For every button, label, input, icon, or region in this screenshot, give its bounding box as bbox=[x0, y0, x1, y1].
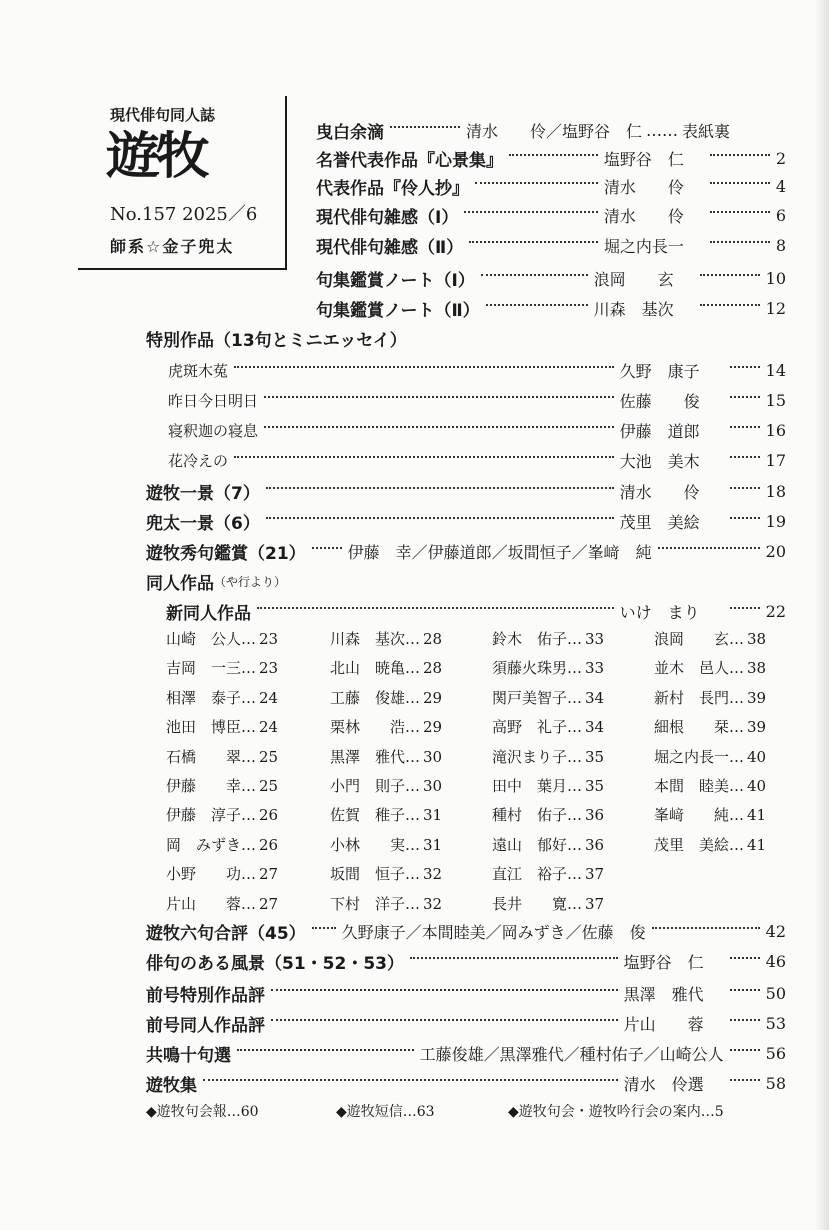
toc-entry[interactable] bbox=[146, 477, 786, 505]
member-dots: … bbox=[405, 748, 421, 766]
member-name: 川森 基次 bbox=[330, 630, 406, 648]
dot-leader bbox=[481, 274, 588, 276]
toc-entry[interactable] bbox=[146, 947, 786, 975]
member-dots: … bbox=[405, 630, 421, 648]
dot-leader bbox=[266, 487, 614, 489]
toc-author: 清水 伶選 bbox=[623, 1074, 704, 1094]
toc-title: 曳白余滴 bbox=[316, 122, 384, 143]
member-page: 25 bbox=[259, 777, 279, 795]
toc-entry[interactable] bbox=[316, 144, 786, 172]
member-page: 41 bbox=[747, 836, 767, 854]
dot-leader bbox=[730, 1049, 760, 1051]
member-entry[interactable] bbox=[492, 893, 604, 914]
toc-author: 川森 基次 bbox=[593, 299, 674, 319]
member-entry[interactable] bbox=[330, 863, 442, 884]
member-dots: … bbox=[567, 836, 583, 854]
member-page: 30 bbox=[423, 777, 443, 795]
member-entry[interactable] bbox=[330, 628, 442, 649]
masthead-title: 遊牧 bbox=[106, 126, 206, 185]
toc-title: 現代俳句雑感（Ⅱ） bbox=[316, 237, 464, 258]
member-page: 41 bbox=[747, 806, 767, 824]
toc-entry[interactable] bbox=[316, 172, 786, 200]
toc-entry[interactable] bbox=[146, 1009, 786, 1037]
member-entry[interactable] bbox=[492, 746, 604, 767]
member-page: 36 bbox=[585, 806, 605, 824]
section-heading: 同人作品 bbox=[146, 573, 214, 594]
toc-title: 遊牧集 bbox=[146, 1075, 197, 1096]
dot-leader bbox=[730, 366, 760, 368]
toc-author: 工藤俊雄／黒澤雅代／種村佑子／山崎公人 bbox=[419, 1044, 724, 1064]
member-name: 山崎 公人 bbox=[166, 630, 242, 648]
issue-number: No.157 2025／6 bbox=[110, 204, 258, 225]
member-page: 31 bbox=[423, 836, 443, 854]
toc-title: 兜太一景（6） bbox=[146, 513, 260, 534]
masthead-subtitle: 現代俳句同人誌 bbox=[110, 106, 216, 124]
dot-leader bbox=[710, 182, 770, 184]
member-entry[interactable] bbox=[330, 893, 442, 914]
member-dots: … bbox=[567, 659, 583, 677]
toc-author: 清水 伶／塩野谷 仁 bbox=[466, 121, 643, 141]
toc-page: 15 bbox=[765, 390, 786, 410]
member-entry[interactable] bbox=[654, 657, 766, 678]
member-entry[interactable] bbox=[654, 628, 766, 649]
dot-leader bbox=[658, 547, 760, 549]
member-name: 坂間 恒子 bbox=[330, 865, 406, 883]
toc-title: 共鳴十句選 bbox=[146, 1045, 231, 1066]
member-entry[interactable] bbox=[330, 716, 442, 737]
member-entry[interactable] bbox=[492, 863, 604, 884]
toc-title: 俳句のある風景（51・52・53） bbox=[146, 953, 404, 974]
member-name: 石橋 翠 bbox=[166, 748, 242, 766]
member-name: 小林 実 bbox=[330, 836, 406, 854]
dot-leader bbox=[203, 1079, 618, 1081]
masthead-horizontal-rule bbox=[78, 268, 287, 270]
dot-leader bbox=[509, 154, 598, 156]
member-entry[interactable] bbox=[492, 628, 604, 649]
toc-author: 清水 伶 bbox=[619, 482, 700, 502]
member-dots: … bbox=[405, 806, 421, 824]
toc-author: 浪岡 玄 bbox=[593, 269, 674, 289]
member-page: 30 bbox=[423, 748, 443, 766]
dot-leader bbox=[730, 456, 760, 458]
toc-author: 清水 伶 bbox=[603, 206, 684, 226]
dot-leader bbox=[730, 989, 760, 991]
member-name: 佐賀 稚子 bbox=[330, 806, 406, 824]
dot-leader bbox=[237, 1049, 414, 1051]
member-dots: … bbox=[567, 865, 583, 883]
toc-page: 10 bbox=[765, 268, 786, 288]
member-dots: … bbox=[241, 630, 257, 648]
member-dots: … bbox=[405, 865, 421, 883]
member-dots: … bbox=[567, 718, 583, 736]
dot-leader bbox=[234, 456, 614, 458]
toc-page: 表紙裏 bbox=[682, 121, 731, 141]
member-dots: … bbox=[405, 718, 421, 736]
toc-author: 伊藤 幸／伊藤道郎／坂間恒子／峯﨑 純 bbox=[347, 542, 652, 562]
toc-title: 句集鑑賞ノート（Ⅰ） bbox=[316, 270, 475, 291]
member-dots: … bbox=[241, 836, 257, 854]
member-page: 39 bbox=[747, 718, 767, 736]
dot-leader bbox=[486, 304, 588, 306]
member-page: 26 bbox=[259, 806, 279, 824]
member-dots: … bbox=[729, 659, 745, 677]
toc-author: 佐藤 俊 bbox=[619, 391, 700, 411]
masthead bbox=[78, 100, 285, 270]
member-name: 伊藤 淳子 bbox=[166, 806, 242, 824]
member-entry[interactable] bbox=[166, 834, 278, 855]
toc-entry[interactable] bbox=[146, 537, 786, 565]
member-name: 峯﨑 純 bbox=[654, 806, 730, 824]
member-page: 32 bbox=[423, 865, 443, 883]
member-dots: … bbox=[405, 777, 421, 795]
toc-title: 前号同人作品評 bbox=[146, 1015, 265, 1036]
toc-author: 塩野谷 仁 bbox=[603, 149, 684, 169]
dot-leader bbox=[710, 154, 770, 156]
member-entry[interactable] bbox=[492, 716, 604, 737]
member-page: 37 bbox=[585, 865, 605, 883]
toc-title: 名誉代表作品『心景集』 bbox=[316, 150, 503, 171]
member-page: 34 bbox=[585, 718, 605, 736]
member-entry[interactable] bbox=[166, 746, 278, 767]
toc-page: 56 bbox=[765, 1043, 786, 1063]
member-dots: … bbox=[729, 748, 745, 766]
member-name: 伊藤 幸 bbox=[166, 777, 242, 795]
member-dots: … bbox=[729, 718, 745, 736]
member-page: 24 bbox=[259, 689, 279, 707]
member-name: 浪岡 玄 bbox=[654, 630, 730, 648]
dot-leader bbox=[475, 182, 598, 184]
dot-leader bbox=[700, 304, 760, 306]
member-page: 34 bbox=[585, 689, 605, 707]
toc-entry[interactable] bbox=[146, 1069, 786, 1097]
member-name: 北山 暁亀 bbox=[330, 659, 406, 677]
toc-page: 12 bbox=[765, 298, 786, 318]
toc-page: 2 bbox=[775, 148, 786, 168]
member-name: 黒澤 雅代 bbox=[330, 748, 406, 766]
dot-leader bbox=[730, 1019, 760, 1021]
toc-entry[interactable] bbox=[316, 231, 786, 259]
member-name: 小野 功 bbox=[166, 865, 242, 883]
dot-leader bbox=[730, 426, 760, 428]
special-heading bbox=[146, 324, 407, 352]
member-entry[interactable] bbox=[166, 628, 278, 649]
members-heading bbox=[146, 567, 286, 595]
member-name: 本間 睦美 bbox=[654, 777, 730, 795]
dot-leader bbox=[410, 957, 618, 959]
member-entry[interactable] bbox=[166, 657, 278, 678]
member-entry[interactable] bbox=[492, 834, 604, 855]
dot-leader bbox=[652, 927, 760, 929]
toc-entry[interactable] bbox=[168, 416, 786, 444]
member-entry[interactable] bbox=[654, 687, 766, 708]
member-page: 28 bbox=[423, 659, 443, 677]
member-page: 29 bbox=[423, 718, 443, 736]
toc-page: 58 bbox=[765, 1073, 786, 1093]
dot-leader bbox=[464, 211, 597, 213]
member-dots: … bbox=[567, 895, 583, 913]
dot-leader bbox=[730, 517, 760, 519]
member-name: 高野 礼子 bbox=[492, 718, 568, 736]
toc-entry[interactable] bbox=[316, 201, 786, 229]
member-name: 鈴木 佑子 bbox=[492, 630, 568, 648]
toc-page: 6 bbox=[775, 205, 786, 225]
dot-leader bbox=[312, 547, 342, 549]
member-dots: … bbox=[567, 748, 583, 766]
toc-entry[interactable] bbox=[168, 356, 786, 384]
member-page: 36 bbox=[585, 836, 605, 854]
member-page: 35 bbox=[585, 777, 605, 795]
member-name: 茂里 美絵 bbox=[654, 836, 730, 854]
toc-author: 大池 美木 bbox=[619, 451, 700, 471]
toc-author: 茂里 美絵 bbox=[619, 512, 700, 532]
dot-leader bbox=[710, 211, 770, 213]
member-entry[interactable] bbox=[330, 746, 442, 767]
toc-page: 18 bbox=[765, 481, 786, 501]
toc-page: 53 bbox=[765, 1013, 786, 1033]
member-name: 下村 洋子 bbox=[330, 895, 406, 913]
member-entry[interactable] bbox=[492, 657, 604, 678]
dot-leader bbox=[730, 1079, 760, 1081]
member-dots: … bbox=[241, 689, 257, 707]
toc-entry[interactable] bbox=[316, 264, 786, 292]
dot-leader bbox=[730, 487, 760, 489]
member-entry[interactable] bbox=[492, 775, 604, 796]
member-name: 堀之内長一 bbox=[654, 748, 730, 766]
member-entry[interactable] bbox=[166, 775, 278, 796]
toc-author: 清水 伶 bbox=[603, 177, 684, 197]
member-entry[interactable] bbox=[654, 804, 766, 825]
toc-author: 久野 康子 bbox=[619, 361, 700, 381]
member-dots: … bbox=[241, 718, 257, 736]
toc-title: 前号特別作品評 bbox=[146, 985, 265, 1006]
founder-line: 師系☆金子兜太 bbox=[110, 237, 235, 256]
member-entry[interactable] bbox=[330, 775, 442, 796]
toc-author: 久野康子／本間睦美／岡みずき／佐藤 俊 bbox=[341, 922, 646, 942]
member-page: 38 bbox=[747, 630, 767, 648]
member-page: 38 bbox=[747, 659, 767, 677]
member-entry[interactable] bbox=[330, 657, 442, 678]
member-page: 40 bbox=[747, 748, 767, 766]
member-entry[interactable] bbox=[166, 716, 278, 737]
member-entry[interactable] bbox=[654, 775, 766, 796]
toc-author: いけ まり bbox=[619, 602, 700, 622]
member-entry[interactable] bbox=[654, 746, 766, 767]
toc-dots: …… bbox=[646, 120, 679, 140]
member-dots: … bbox=[567, 806, 583, 824]
member-page: 33 bbox=[585, 630, 605, 648]
member-name: 長井 寛 bbox=[492, 895, 568, 913]
toc-page: 46 bbox=[765, 951, 786, 971]
toc-title: 現代俳句雑感（Ⅰ） bbox=[316, 207, 459, 228]
toc-author: 黒澤 雅代 bbox=[623, 984, 704, 1004]
member-page: 33 bbox=[585, 659, 605, 677]
toc-entry[interactable] bbox=[146, 979, 786, 1007]
member-entry[interactable] bbox=[330, 687, 442, 708]
member-name: 相澤 泰子 bbox=[166, 689, 242, 707]
member-page: 35 bbox=[585, 748, 605, 766]
footer-note: ◆遊牧句会報…60 bbox=[146, 1104, 259, 1120]
dot-leader bbox=[730, 396, 760, 398]
toc-author: 伊藤 道郎 bbox=[619, 421, 700, 441]
masthead-vertical-rule bbox=[285, 96, 287, 270]
member-dots: … bbox=[405, 895, 421, 913]
dot-leader bbox=[257, 607, 614, 609]
toc-page: 14 bbox=[765, 360, 786, 380]
member-page: 39 bbox=[747, 689, 767, 707]
member-dots: … bbox=[729, 777, 745, 795]
toc-title: 代表作品『伶人抄』 bbox=[316, 178, 469, 199]
dot-leader bbox=[390, 126, 460, 128]
member-entry[interactable] bbox=[330, 834, 442, 855]
member-page: 26 bbox=[259, 836, 279, 854]
member-name: 種村 佑子 bbox=[492, 806, 568, 824]
member-entry[interactable] bbox=[654, 716, 766, 737]
member-page: 27 bbox=[259, 895, 279, 913]
member-page: 24 bbox=[259, 718, 279, 736]
dot-leader bbox=[264, 426, 614, 428]
toc-entry[interactable] bbox=[168, 386, 786, 414]
member-name: 細根 栞 bbox=[654, 718, 730, 736]
member-page: 31 bbox=[423, 806, 443, 824]
dot-leader bbox=[710, 241, 770, 243]
toc-page: 19 bbox=[765, 511, 786, 531]
member-dots: … bbox=[241, 748, 257, 766]
member-name: 直江 裕子 bbox=[492, 865, 568, 883]
member-name: 片山 蓉 bbox=[166, 895, 242, 913]
member-dots: … bbox=[729, 630, 745, 648]
member-page: 32 bbox=[423, 895, 443, 913]
member-page: 40 bbox=[747, 777, 767, 795]
toc-author: 堀之内長一 bbox=[603, 236, 684, 256]
toc-page: 22 bbox=[765, 601, 786, 621]
member-dots: … bbox=[405, 689, 421, 707]
dot-leader bbox=[264, 396, 614, 398]
dot-leader bbox=[271, 989, 618, 991]
page-edge-shadow bbox=[815, 0, 829, 1230]
member-name: 岡 みずき bbox=[166, 836, 242, 854]
member-dots: … bbox=[405, 659, 421, 677]
footer-note: ◆遊牧短信…63 bbox=[336, 1104, 435, 1120]
member-name: 遠山 郁好 bbox=[492, 836, 568, 854]
toc-title: 昨日今日明日 bbox=[168, 391, 259, 410]
toc-author: 片山 蓉 bbox=[623, 1014, 704, 1034]
member-page: 37 bbox=[585, 895, 605, 913]
member-dots: … bbox=[241, 895, 257, 913]
member-entry[interactable] bbox=[330, 804, 442, 825]
member-entry[interactable] bbox=[654, 834, 766, 855]
dot-leader bbox=[271, 1019, 618, 1021]
member-name: 吉岡 一三 bbox=[166, 659, 242, 677]
member-dots: … bbox=[241, 806, 257, 824]
member-page: 28 bbox=[423, 630, 443, 648]
member-dots: … bbox=[567, 689, 583, 707]
member-page: 25 bbox=[259, 748, 279, 766]
toc-page: 20 bbox=[765, 541, 786, 561]
toc-page: 17 bbox=[765, 450, 786, 470]
member-name: 工藤 俊雄 bbox=[330, 689, 406, 707]
toc-author: 塩野谷 仁 bbox=[623, 952, 704, 972]
member-page: 29 bbox=[423, 689, 443, 707]
toc-title: 遊牧一景（7） bbox=[146, 483, 260, 504]
member-page: 27 bbox=[259, 865, 279, 883]
section-heading: 特別作品（13句とミニエッセイ） bbox=[146, 330, 407, 351]
member-dots: … bbox=[241, 777, 257, 795]
dot-leader bbox=[469, 241, 598, 243]
member-dots: … bbox=[405, 836, 421, 854]
toc-title: 遊牧六句合評（45） bbox=[146, 923, 306, 944]
member-entry[interactable] bbox=[166, 687, 278, 708]
dot-leader bbox=[266, 517, 614, 519]
dot-leader bbox=[234, 366, 614, 368]
member-name: 小門 則子 bbox=[330, 777, 406, 795]
member-dots: … bbox=[729, 806, 745, 824]
section-heading-note: （や行より） bbox=[214, 574, 287, 589]
member-dots: … bbox=[567, 630, 583, 648]
member-name: 新村 長門 bbox=[654, 689, 730, 707]
toc-title: 新同人作品 bbox=[166, 603, 251, 624]
dot-leader bbox=[730, 607, 760, 609]
toc-entry[interactable] bbox=[166, 597, 786, 625]
member-name: 並木 邑人 bbox=[654, 659, 730, 677]
member-entry[interactable] bbox=[492, 804, 604, 825]
toc-title: 句集鑑賞ノート（Ⅱ） bbox=[316, 300, 480, 321]
member-name: 滝沢まり子 bbox=[492, 748, 568, 766]
member-name: 田中 葉月 bbox=[492, 777, 568, 795]
member-dots: … bbox=[567, 777, 583, 795]
member-name: 栗林 浩 bbox=[330, 718, 406, 736]
toc-entry[interactable] bbox=[146, 917, 786, 945]
toc-page: 50 bbox=[765, 983, 786, 1003]
toc-page: 16 bbox=[765, 420, 786, 440]
dot-leader bbox=[700, 274, 760, 276]
toc-entry[interactable] bbox=[146, 507, 786, 535]
toc-page: 4 bbox=[775, 176, 786, 196]
member-name: 須藤火珠男 bbox=[492, 659, 568, 677]
dot-leader bbox=[312, 927, 336, 929]
member-dots: … bbox=[241, 659, 257, 677]
member-dots: … bbox=[241, 865, 257, 883]
member-page: 23 bbox=[259, 630, 279, 648]
member-name: 関戸美智子 bbox=[492, 689, 568, 707]
toc-page: 42 bbox=[765, 921, 786, 941]
member-entry[interactable] bbox=[166, 804, 278, 825]
toc-entry[interactable] bbox=[316, 116, 786, 144]
toc-title: 虎斑木菟 bbox=[168, 361, 229, 380]
toc-entry[interactable] bbox=[168, 446, 786, 474]
toc-title: 寝釈迦の寝息 bbox=[168, 421, 259, 440]
toc-entry[interactable] bbox=[316, 294, 786, 322]
toc-page: 8 bbox=[775, 235, 786, 255]
toc-title: 遊牧秀句鑑賞（21） bbox=[146, 543, 306, 564]
dot-leader bbox=[730, 957, 760, 959]
footer-note: ◆遊牧句会・遊牧吟行会の案内…5 bbox=[508, 1104, 724, 1120]
toc-entry[interactable] bbox=[146, 1039, 786, 1067]
member-dots: … bbox=[729, 689, 745, 707]
member-entry[interactable] bbox=[492, 687, 604, 708]
member-name: 池田 博臣 bbox=[166, 718, 242, 736]
toc-title: 花冷えの bbox=[168, 451, 229, 470]
member-entry[interactable] bbox=[166, 893, 278, 914]
member-dots: … bbox=[729, 836, 745, 854]
member-entry[interactable] bbox=[166, 863, 278, 884]
member-page: 23 bbox=[259, 659, 279, 677]
